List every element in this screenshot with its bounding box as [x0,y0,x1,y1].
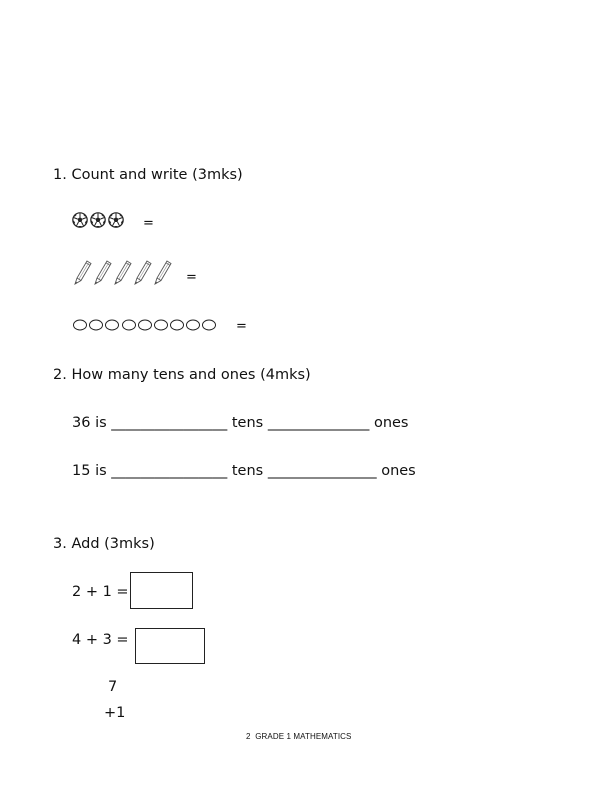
tens-ones-row: 15 is ________________ tens _______________ ones [72,463,416,479]
ones-blank[interactable]: _______________ [267,463,377,479]
add-row-1-text: 2 + 1 = [72,584,129,600]
ones-blank[interactable]: ______________ [267,415,370,431]
vertical-add-bottom: +1 [104,705,126,721]
tens-ones-row: 36 is ________________ tens ______________ ones [72,415,409,431]
footer-subject: GRADE 1 MATHEMATICS [255,732,352,741]
page-number: 2 [246,732,251,741]
circles-equals: = [236,319,247,334]
add-row-2-text: 4 + 3 = [72,632,129,648]
answer-box-1[interactable] [130,572,193,609]
tens-blank[interactable]: ________________ [111,415,228,431]
vertical-add-top: 7 [108,679,118,695]
question-1-title: 1. Count and write (3mks) [53,167,243,183]
tens-blank[interactable]: ________________ [111,463,228,479]
question-3-title: 3. Add (3mks) [53,536,155,552]
soccer-balls-icon [72,211,128,231]
balls-equals: = [143,216,154,231]
answer-box-2[interactable] [135,628,205,664]
pencils-icon [72,256,176,288]
page-footer [246,732,352,741]
pencils-equals: = [186,270,197,285]
question-2-title: 2. How many tens and ones (4mks) [53,367,311,383]
circles-icon [72,318,228,332]
